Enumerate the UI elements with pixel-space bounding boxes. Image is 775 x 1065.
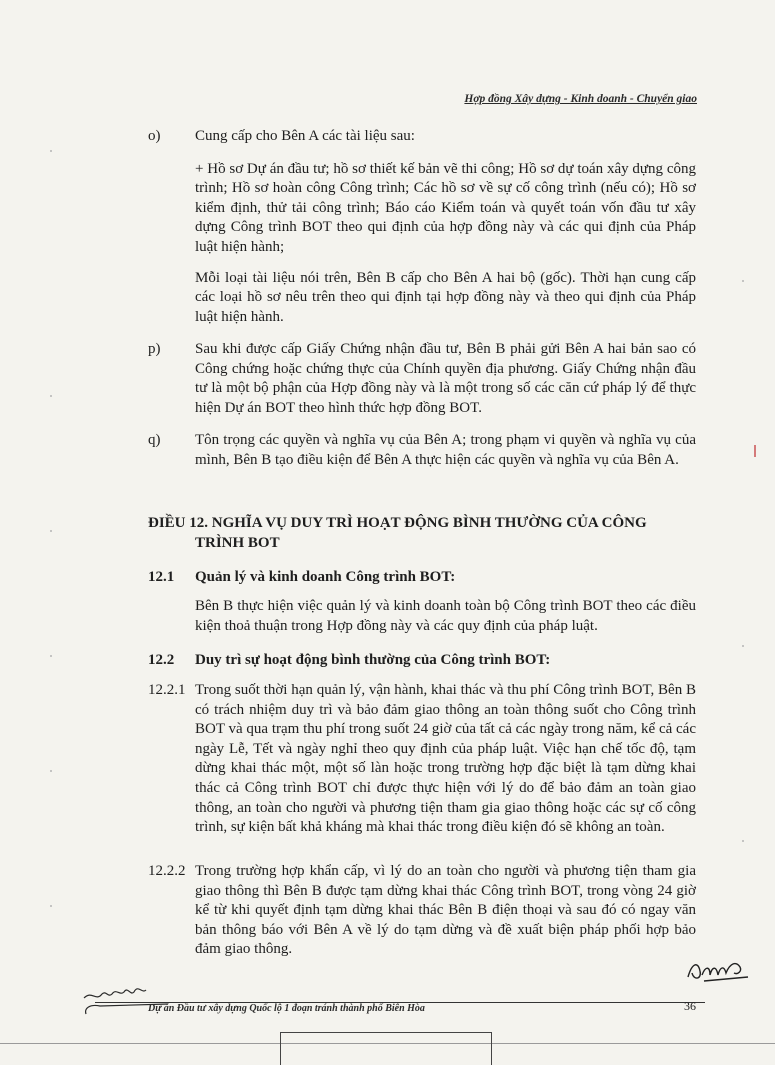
article-heading: [148, 513, 696, 553]
section-title: Duy trì sự hoạt động bình thường của Công trình BOT:: [195, 652, 551, 668]
subsection-text: Trong suốt thời hạn quản lý, vận hành, khai thác và thu phí Công trình BOT, Bên B có trách nhiệm duy trì và bảo đảm giao thông an toàn thông suốt cho Công trình BOT và qua trạm thu phí trong suốt 24 giờ của tất cả các ngày trong năm, kể cả các ngày Lễ, Tết và ngày nghỉ theo quy định của pháp luật. Việc hạn chế tốc độ, tạm dừng khai thác một, một số làn hoặc trong trường hợp đặc biệt là tạm dừng khai thác cả Công trình BOT chỉ được thực hiện với lý do để bảo đảm an toàn giao thông, an toàn cho người và phương tiện tham gia giao thông hoặc các sự cố công trình, sự kiện bất khả kháng mà khai thác trong điều kiện đó sẽ không an toàn.: [195, 682, 696, 836]
scan-speck: [50, 150, 52, 152]
subsection-text: Trong trường hợp khẩn cấp, vì lý do an toàn cho người và phương tiện tham gia giao thông thì Bên B được tạm dừng khai thác Công trình BOT, trong vòng 24 giờ kể từ khi quyết định tạm dừng khai thác Bên B điện thoại và sau đó có ngay văn bản thông báo với Bên A về lý do tạm dừng và đề xuất biện pháp phối hợp bảo đảm giao thông.: [195, 863, 696, 958]
signature-left: [82, 980, 172, 1020]
item-label: o): [148, 128, 161, 144]
section-number: 12.2: [148, 652, 175, 668]
paragraph: Sau khi được cấp Giấy Chứng nhận đầu tư, Bên B phải gửi Bên A hai bản sao có Công chứng hoặc chứng thực của Chính quyền địa phương. Giấy Chứng nhận đầu tư là một bộ phận của Hợp đồng này và là một trong số các căn cứ pháp lý để thực hiện Dự án BOT theo hình thức hợp đồng BOT.: [195, 341, 696, 416]
scan-speck: [50, 395, 52, 397]
list-item-p: [148, 340, 696, 429]
section-number: 12.1: [148, 569, 175, 585]
section-title: Quản lý và kinh doanh Công trình BOT:: [195, 569, 456, 585]
item-label: q): [148, 432, 161, 448]
paragraph: Bên B thực hiện việc quản lý và kinh doanh toàn bộ Công trình BOT theo các điều kiện thoả thuận trong Hợp đồng này và các quy định của pháp luật.: [195, 598, 696, 634]
scan-speck: [50, 530, 52, 532]
paragraph: + Hồ sơ Dự án đầu tư; hồ sơ thiết kế bản vẽ thi công; Hồ sơ dự toán xây dựng công trình; Hồ sơ hoàn công Công trình; Các hồ sơ về sự cố công trình (nếu có); Hồ sơ kiểm định, thử tải công trình; Báo cáo Kiểm toán và quyết toán vốn đầu tư xây dựng Công trình BOT theo qui định của hợp đồng này và các qui định của Pháp luật hiện hành;: [195, 160, 696, 255]
subsection-number: 12.2.1: [148, 682, 186, 698]
subsection-number: 12.2.2: [148, 863, 186, 879]
scan-speck: [50, 770, 52, 772]
paragraph: Tôn trọng các quyền và nghĩa vụ của Bên A; trong phạm vi quyền và nghĩa vụ của mình, Bên B tạo điều kiện để Bên A thực hiện các quyền và nghĩa vụ của Bên A.: [195, 432, 696, 468]
scan-speck: [50, 655, 52, 657]
scan-speck: [742, 645, 744, 647]
subsection-12-2-1: [148, 681, 696, 838]
paragraph: Mỗi loại tài liệu nói trên, Bên B cấp cho Bên A hai bộ (gốc). Thời hạn cung cấp các loại hồ sơ nêu trên theo qui định tại hợp đồng này và theo qui định của Pháp luật hiện hành.: [195, 269, 696, 325]
scan-frame-box: [280, 1032, 492, 1065]
margin-mark: [754, 445, 756, 457]
footer-text: Dự án Đầu tư xây dựng Quốc lộ 1 đoạn tránh thành phố Biên Hòa: [148, 1003, 425, 1014]
page-number: 36: [684, 999, 696, 1013]
section-heading-12-2: [148, 650, 696, 670]
section-heading-12-1: [148, 567, 696, 587]
page-header: Hợp đồng Xây dựng - Kinh doanh - Chuyển giao: [464, 93, 697, 105]
article-title-line2: TRÌNH BOT: [195, 535, 280, 551]
scan-speck: [742, 840, 744, 842]
signature-right: [684, 955, 754, 985]
list-item-o: [148, 127, 696, 338]
subsection-12-2-2: [148, 862, 696, 960]
item-label: p): [148, 341, 161, 357]
scan-speck: [50, 905, 52, 907]
scan-speck: [742, 280, 744, 282]
list-item-q: [148, 431, 696, 481]
paragraph: Cung cấp cho Bên A các tài liệu sau:: [195, 128, 415, 144]
article-title-line1: ĐIỀU 12. NGHĨA VỤ DUY TRÌ HOẠT ĐỘNG BÌNH THƯỜNG CỦA CÔNG: [148, 515, 647, 531]
